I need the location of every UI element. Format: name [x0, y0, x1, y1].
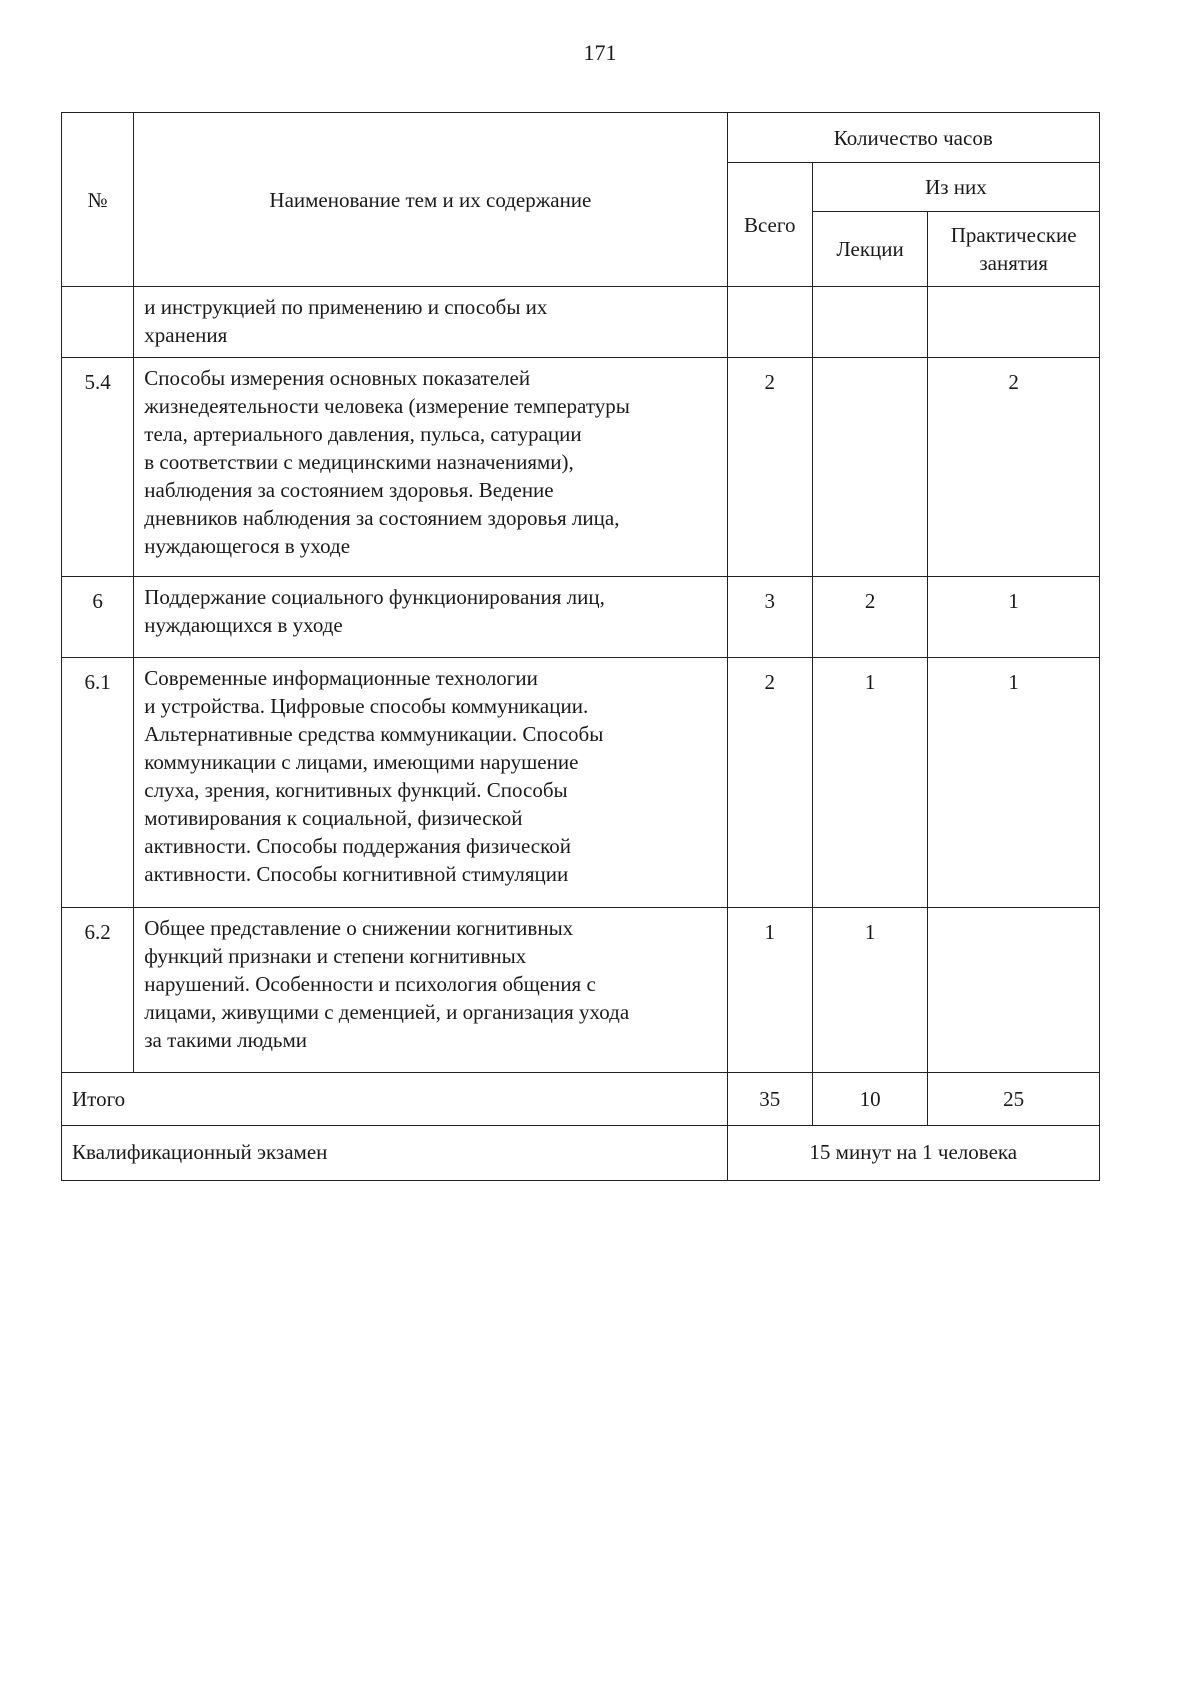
row-num: [62, 287, 134, 358]
row-line: за такими людьми: [144, 1028, 307, 1052]
row-content: [134, 358, 727, 577]
row-line: тела, артериального давления, пульса, сатурации: [144, 422, 582, 446]
table-row: [62, 658, 1100, 908]
total-label: Итого: [62, 1073, 728, 1126]
row-line: коммуникации с лицами, имеющими нарушение: [144, 750, 579, 774]
row-line: и устройства. Цифровые способы коммуникации.: [144, 694, 589, 718]
row-content: [134, 577, 727, 658]
header-practical-line2: занятия: [979, 251, 1048, 275]
table-row: [62, 358, 1100, 577]
row-lectures: 1: [812, 908, 927, 1073]
exam-label: Квалификационный экзамен: [62, 1126, 728, 1181]
row-line: Поддержание социального функционирования лиц,: [144, 585, 605, 609]
exam-value: 15 минут на 1 человека: [727, 1126, 1099, 1181]
row-num: 5.4: [62, 358, 134, 577]
row-line: нуждающегося в уходе: [144, 534, 351, 558]
page-number: 171: [583, 40, 617, 65]
row-total: 1: [727, 908, 812, 1073]
row-num: 6: [62, 577, 134, 658]
row-line: жизнедеятельности человека (измерение температуры: [144, 394, 630, 418]
header-lectures: Лекции: [812, 212, 927, 287]
curriculum-table: [61, 112, 1100, 1181]
row-total: 2: [727, 358, 812, 577]
header-practical: [928, 212, 1100, 287]
header-total: Всего: [727, 163, 812, 287]
row-practical: [928, 908, 1100, 1073]
row-total: 3: [727, 577, 812, 658]
row-line: активности. Способы поддержания физической: [144, 834, 571, 858]
row-content: [134, 287, 727, 358]
row-lectures: 1: [812, 658, 927, 908]
row-practical: 2: [928, 358, 1100, 577]
row-content: [134, 658, 727, 908]
row-total: [727, 287, 812, 358]
row-line: нарушений. Особенности и психология общения с: [144, 972, 596, 996]
row-line: функций признаки и степени когнитивных: [144, 944, 527, 968]
row-content: [134, 908, 727, 1073]
row-line: Общее представление о снижении когнитивных: [144, 916, 574, 940]
header-num: №: [62, 113, 134, 287]
row-lectures: [812, 358, 927, 577]
table-row: [62, 287, 1100, 358]
total-lectures: 10: [812, 1073, 927, 1126]
table-row: [62, 577, 1100, 658]
total-total: 35: [727, 1073, 812, 1126]
header-row-1: [62, 113, 1100, 163]
header-practical-line1: Практические: [950, 223, 1077, 247]
row-line: Альтернативные средства коммуникации. Способы: [144, 722, 604, 746]
total-row: [62, 1073, 1100, 1126]
row-line: активности. Способы когнитивной стимуляции: [144, 862, 569, 886]
row-lectures: 2: [812, 577, 927, 658]
row-practical: [928, 287, 1100, 358]
table-row: [62, 908, 1100, 1073]
row-line: нуждающихся в уходе: [144, 613, 343, 637]
total-practical: 25: [928, 1073, 1100, 1126]
row-practical: 1: [928, 658, 1100, 908]
header-of-them: Из них: [812, 163, 1099, 212]
row-line: лицами, живущими с деменцией, и организация ухода: [144, 1000, 630, 1024]
header-hours: Количество часов: [727, 113, 1099, 163]
row-line: в соответствии с медицинскими назначениями),: [144, 450, 574, 474]
row-line: Способы измерения основных показателей: [144, 366, 531, 390]
row-line: Современные информационные технологии: [144, 666, 538, 690]
row-practical: 1: [928, 577, 1100, 658]
header-name: Наименование тем и их содержание: [134, 113, 727, 287]
row-line: наблюдения за состоянием здоровья. Ведение: [144, 478, 554, 502]
row-total: 2: [727, 658, 812, 908]
exam-row: [62, 1126, 1100, 1181]
row-line: и инструкцией по применению и способы их: [144, 295, 548, 319]
row-line: слуха, зрения, когнитивных функций. Способы: [144, 778, 568, 802]
row-lectures: [812, 287, 927, 358]
row-line: мотивирования к социальной, физической: [144, 806, 523, 830]
row-line: дневников наблюдения за состоянием здоровья лица,: [144, 506, 620, 530]
row-num: 6.2: [62, 908, 134, 1073]
row-num: 6.1: [62, 658, 134, 908]
row-line: хранения: [144, 323, 228, 347]
